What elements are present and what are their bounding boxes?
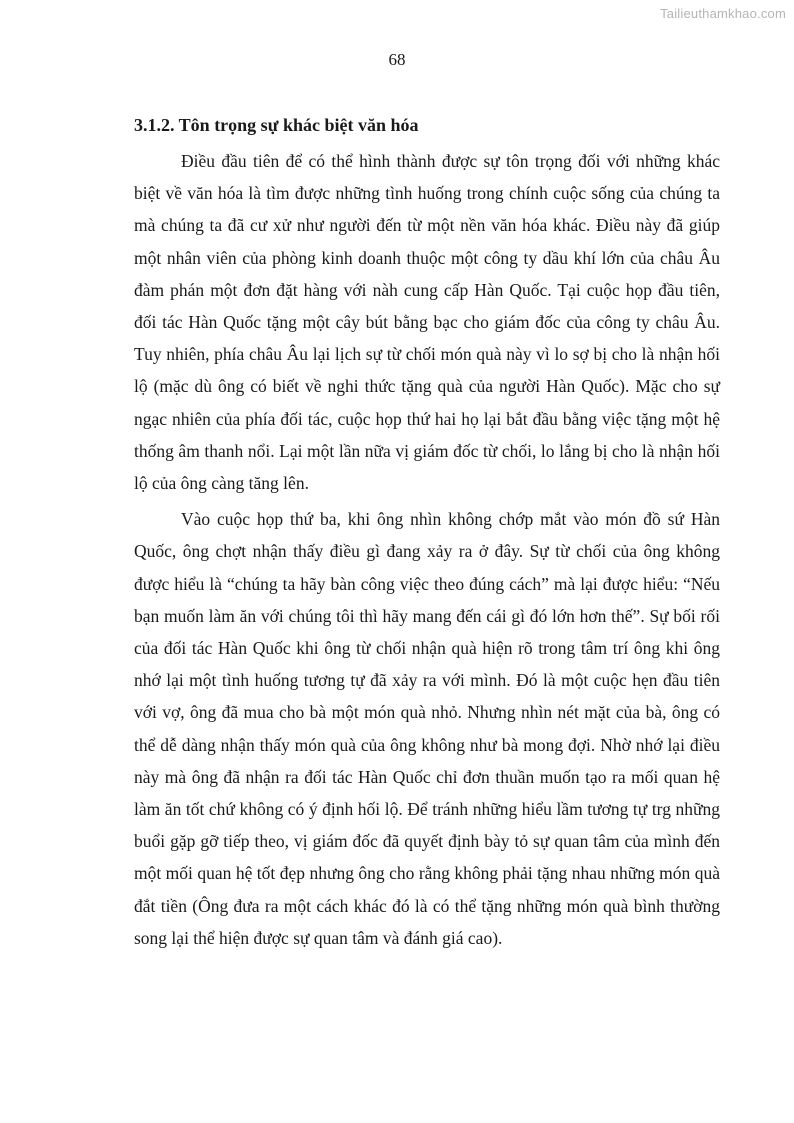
paragraph: Điều đầu tiên để có thể hình thành được sự tôn trọng đối với những khác biệt về văn hóa là tìm được những tình huống trong chính cuộc sống của chúng ta mà chúng ta đã cư xử như người đến từ một nền văn hóa khác. Điều này đã giúp một nhân viên của phòng kinh doanh thuộc một công ty dầu khí lớn của châu Âu đàm phán một đơn đặt hàng với nàh cung cấp Hàn Quốc. Tại cuộc họp đầu tiên, đối tác Hàn Quốc tặng một cây bút bằng bạc cho giám đốc của công ty châu Âu. Tuy nhiên, phía châu Âu lại lịch sự từ chối món quà này vì lo sợ bị cho là nhận hối lộ (mặc dù ông có biết về nghi thức tặng quà của người Hàn Quốc). Mặc cho sự ngạc nhiên của phía đối tác, cuộc họp thứ hai họ lại bắt đầu bằng việc tặng một hệ thống âm thanh nổi. Lại một lần nữa vị giám đốc từ chối, lo lắng bị cho là nhận hối lộ của ông càng tăng lên.: [134, 151, 720, 494]
section-heading: 3.1.2. Tôn trọng sự khác biệt văn hóa: [134, 115, 419, 135]
page-number: 68: [388, 50, 406, 69]
watermark: Tailieuthamkhao.com: [660, 6, 786, 21]
document-body: [134, 113, 720, 958]
paragraph: Vào cuộc họp thứ ba, khi ông nhìn không chớp mắt vào món đồ sứ Hàn Quốc, ông chợt nhận thấy điều gì đang xảy ra ở đây. Sự từ chối của ông không được hiểu là “chúng ta hãy bàn công việc theo đúng cách” mà lại được hiểu: “Nếu bạn muốn làm ăn với chúng tôi thì hãy mang đến cái gì đó lớn hơn thế”. Sự bối rối của đối tác Hàn Quốc khi ông từ chối nhận quà hiện rõ trong tâm trí ông khi ông nhớ lại một tình huống tương tự đã xảy ra với mình. Đó là một cuộc hẹn đầu tiên với vợ, ông đã mua cho bà một món quà nhỏ. Nhưng nhìn nét mặt của bà, ông có thể dễ dàng nhận thấy món quà của ông không như bà mong đợi. Nhờ nhớ lại điều này mà ông đã nhận ra đối tác Hàn Quốc chỉ đơn thuần muốn tạo ra mối quan hệ làm ăn tốt chứ không có ý định hối lộ. Để tránh những hiểu lầm tương tự trg những buổi gặp gỡ tiếp theo, vị giám đốc đã quyết định bày tỏ sự quan tâm của mình đến một mối quan hệ tốt đẹp nhưng ông cho rằng không phải tặng nhau những món quà đắt tiền (Ông đưa ra một cách khác đó là có thể tặng những món quà bình thường song lại thể hiện được sự quan tâm và đánh giá cao).: [134, 509, 720, 948]
